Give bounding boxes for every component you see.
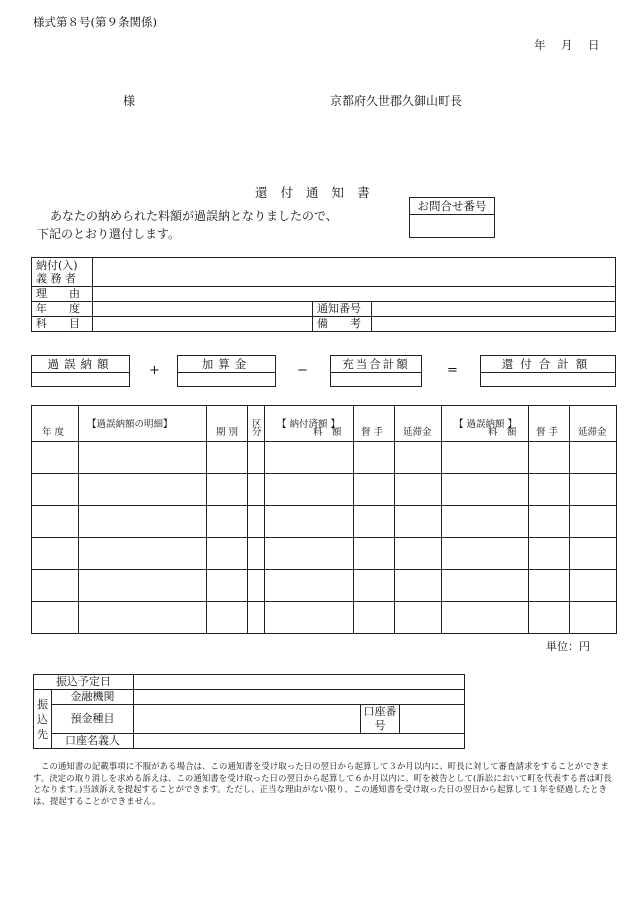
detail-cell[interactable] [32,602,79,634]
title-char: 通 [306,185,319,200]
subject-value[interactable] [93,317,313,332]
detail-cell[interactable] [248,538,265,570]
appeal-notice: この通知書の記載事項に不服がある場合は、この通知書を受け取った日の翌日から起算して３か月以内に、町長に対して審査請求をすることができます。決定の取り消しを求める訴えは、この通知書を受け取った日の翌日から起算して６か月以内に、町を被告として(訴訟において町を代表する者は町長となります。)当該訴えを提起することができます。ただし、正当な理由がない限り、この通知書を受け取った日の翌日から起算して１年を経過したときは、提起することができません。 [33,761,612,806]
minus-sign: − [297,363,308,378]
reason-value[interactable] [93,287,616,302]
destination-char-3: 先 [37,727,48,741]
header-tokushu-2 [529,406,570,442]
header-kubun [248,406,265,442]
payer-label-line2: 義 務 者 [36,272,76,285]
detail-cell[interactable] [207,538,248,570]
detail-cell[interactable] [248,506,265,538]
detail-cell[interactable] [207,506,248,538]
remarks-value[interactable] [372,317,616,332]
payer-label-line1: 納付(入) [36,259,78,272]
detail-cell[interactable] [354,506,395,538]
detail-cell[interactable] [442,442,529,474]
detail-cell[interactable] [395,602,442,634]
additional-amount-box [177,355,276,387]
additional-amount-label: 加算金 [178,356,275,373]
header-delay-2 [570,406,617,442]
scheduled-date-value[interactable] [134,675,465,690]
detail-cell[interactable] [570,602,617,634]
detail-cell[interactable] [442,474,529,506]
title-char: 書 [357,185,370,200]
detail-cell[interactable] [442,602,529,634]
payer-info-table [31,257,616,332]
reason-label: 理 由 [32,287,93,302]
bank-value[interactable] [134,690,465,705]
detail-cell[interactable] [79,538,207,570]
refund-total-label: 還付合計額 [481,356,615,373]
detail-cell[interactable] [207,602,248,634]
payer-value[interactable] [93,258,616,287]
header-over-amount [442,406,529,442]
message-line-2: 下記のとおり還付します。 [37,227,181,241]
detail-cell[interactable] [570,570,617,602]
detail-cell[interactable] [265,474,354,506]
detail-cell[interactable] [248,442,265,474]
refund-message [37,207,338,243]
detail-cell[interactable] [248,570,265,602]
header-paid-group: 【 納付済額 】 [277,419,341,430]
message-line-1: あなたの納められた料額が過誤納となりましたので、 [50,209,338,223]
deposit-type-value[interactable] [134,705,361,734]
refund-total-box [480,355,616,387]
equals-sign: = [447,363,458,378]
form-number: 様式第８号(第９条関係) [33,15,157,29]
unit-label: 単位：円 [546,640,590,653]
header-over-amount-text: 料 額 [488,427,517,438]
header-paid-amount-text: 料 額 [313,427,342,438]
title-char: 付 [280,185,294,200]
detail-cell[interactable] [529,506,570,538]
notice-number-value[interactable] [372,302,616,317]
account-holder-value[interactable] [134,734,465,749]
detail-row [32,474,617,506]
inquiry-number-value[interactable] [410,215,494,238]
detail-cell[interactable] [354,474,395,506]
detail-cell[interactable] [79,474,207,506]
applied-total-label: 充当合計額 [331,356,421,373]
detail-cell[interactable] [79,602,207,634]
account-number-value[interactable] [400,705,465,734]
detail-cell[interactable] [442,570,529,602]
detail-cell[interactable] [570,442,617,474]
detail-cell[interactable] [32,538,79,570]
detail-cell[interactable] [265,538,354,570]
detail-cell[interactable] [395,570,442,602]
destination-label [34,690,52,749]
detail-row [32,602,617,634]
recipient-suffix: 様 [123,94,136,108]
year-value[interactable] [93,302,313,317]
header-delay-1 [395,406,442,442]
refund-detail-table [31,405,617,634]
detail-row [32,442,617,474]
bank-label: 金融機関 [52,690,134,705]
detail-cell[interactable] [354,602,395,634]
detail-cell[interactable] [354,538,395,570]
inquiry-number-box [409,197,495,238]
destination-char-2: 込 [37,712,48,726]
header-kubun-2: 分 [252,427,262,438]
year-label: 年 度 [32,302,93,317]
detail-cell[interactable] [265,602,354,634]
account-holder-label: 口座名義人 [52,734,134,749]
document-title [255,183,370,201]
detail-cell[interactable] [32,570,79,602]
detail-row [32,538,617,570]
date-year: 年 [534,38,546,52]
detail-cell[interactable] [32,442,79,474]
plus-sign: + [149,363,160,378]
notice-number-label: 通知番号 [313,302,372,317]
overpaid-amount-label: 過誤納額 [32,356,129,373]
detail-row [32,506,617,538]
title-char: 知 [331,185,345,200]
date-line [534,37,600,53]
detail-cell[interactable] [32,474,79,506]
destination-char-1: 振 [37,697,48,711]
header-kubun-1: 区 [252,419,262,430]
detail-cell[interactable] [442,506,529,538]
payer-label [32,258,93,287]
header-year-text: 年 度 [42,427,65,438]
header-delay-2-text: 延滞金 [578,427,607,438]
date-month: 月 [561,38,573,52]
detail-cell[interactable] [248,602,265,634]
scheduled-date-label: 振込予定日 [34,675,134,690]
detail-cell[interactable] [79,442,207,474]
detail-cell[interactable] [354,442,395,474]
detail-cell[interactable] [570,474,617,506]
header-period-text: 期 別 [216,427,239,438]
detail-cell[interactable] [248,474,265,506]
header-year [32,406,79,442]
transfer-table [33,674,465,749]
subject-label: 科 目 [32,317,93,332]
detail-cell[interactable] [529,442,570,474]
detail-cell[interactable] [79,506,207,538]
detail-cell[interactable] [265,570,354,602]
inquiry-number-label: お問合せ番号 [410,198,494,215]
detail-cell[interactable] [529,538,570,570]
detail-cell[interactable] [395,506,442,538]
detail-cell[interactable] [395,442,442,474]
issuer: 京都府久世郡久御山町長 [330,94,463,108]
detail-cell[interactable] [265,506,354,538]
header-tokushu-1-text: 督 手 [361,427,384,438]
detail-cell[interactable] [395,474,442,506]
overpaid-amount-box [31,355,130,387]
date-day: 日 [588,38,600,52]
deposit-type-label: 預金種目 [52,705,134,734]
header-tokushu-2-text: 督 手 [536,427,559,438]
detail-cell[interactable] [570,506,617,538]
header-period [207,406,248,442]
detail-cell[interactable] [570,538,617,570]
detail-row [32,570,617,602]
header-tokushu-1 [354,406,395,442]
remarks-label: 備 考 [313,317,372,332]
detail-cell[interactable] [354,570,395,602]
header-detail-text: 【過誤納額の明細】 [87,419,173,430]
detail-cell[interactable] [207,442,248,474]
detail-cell[interactable] [395,538,442,570]
account-number-label: 口座番号 [361,705,400,734]
header-over-group: 【 過誤納額 】 [454,419,518,430]
detail-cell[interactable] [529,570,570,602]
detail-cell[interactable] [207,570,248,602]
header-detail [79,406,207,442]
header-paid-amount [265,406,354,442]
detail-cell[interactable] [207,474,248,506]
detail-cell[interactable] [32,506,79,538]
title-char: 還 [255,185,268,200]
detail-cell[interactable] [529,602,570,634]
detail-cell[interactable] [529,474,570,506]
detail-cell[interactable] [79,570,207,602]
applied-total-box [330,355,422,387]
header-delay-1-text: 延滞金 [403,427,432,438]
detail-cell[interactable] [442,538,529,570]
detail-cell[interactable] [265,442,354,474]
